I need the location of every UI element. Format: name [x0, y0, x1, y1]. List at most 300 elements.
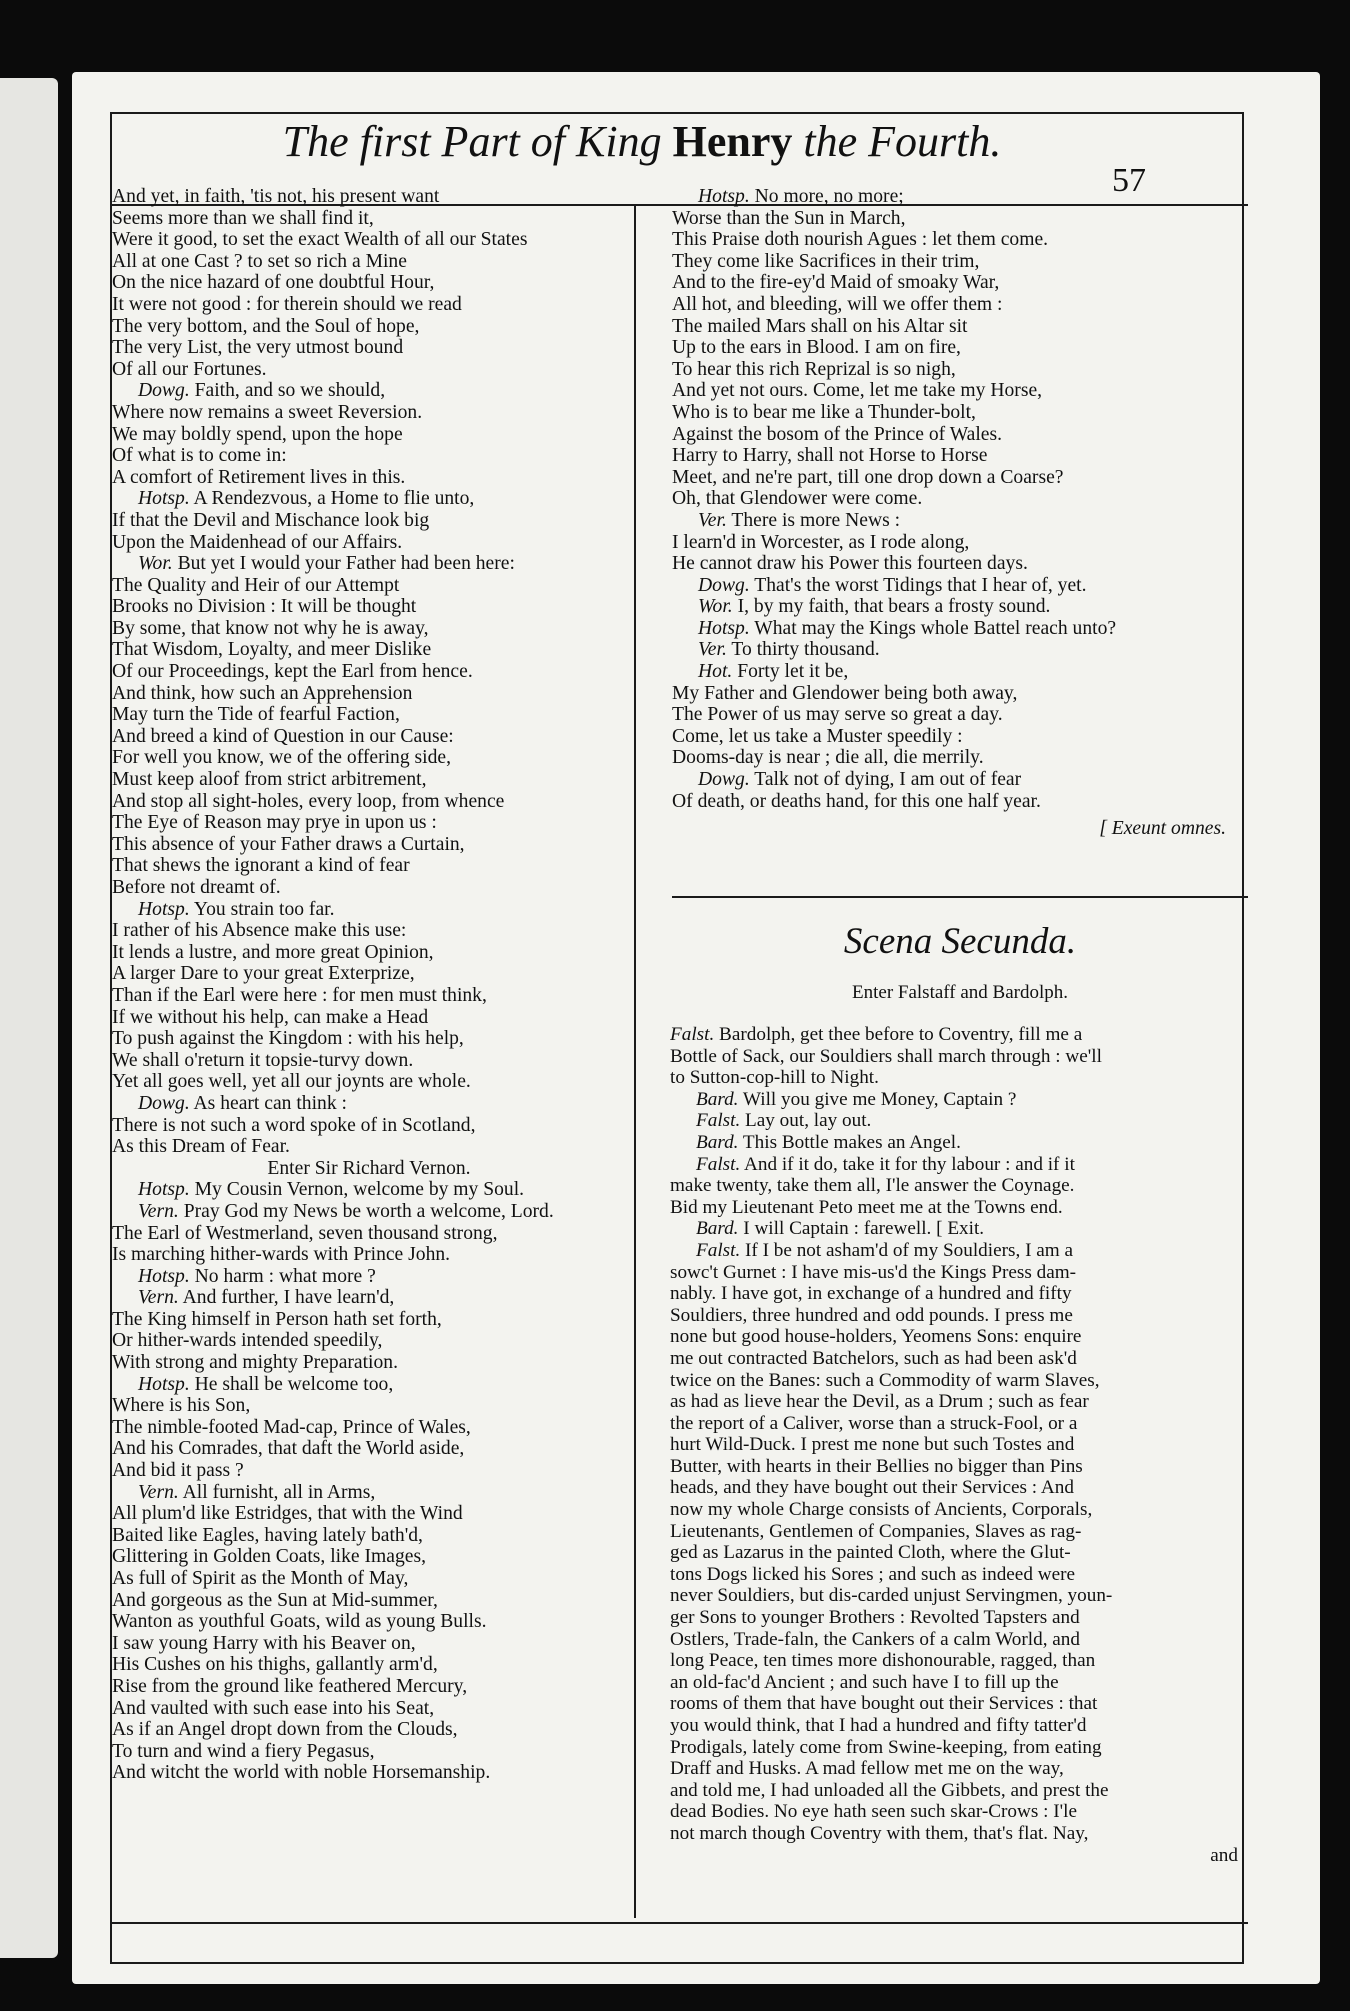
text-line	[112, 272, 626, 294]
text-line	[112, 1525, 626, 1547]
speaker-name: Hotsp.	[138, 1265, 190, 1287]
text-line	[672, 316, 1232, 338]
text-line	[672, 791, 1232, 813]
line-text: And witcht the world with noble Horsemanship.	[112, 1762, 491, 1784]
text-line	[670, 1823, 1238, 1845]
line-text: Come, let us take a Muster speedily :	[672, 725, 963, 747]
text-line	[670, 1715, 1238, 1737]
speaker-name: Dowg.	[698, 574, 750, 596]
text-line	[112, 337, 626, 359]
speaker-name: Bard.	[696, 1218, 739, 1240]
text-line	[112, 1460, 626, 1482]
exeunt-direction	[672, 818, 1232, 840]
line-text: Bid my Lieutenant Peto meet me at the Towns end.	[670, 1196, 1063, 1218]
line-text: The Eye of Reason may prye in upon us :	[112, 812, 437, 834]
speaker-name: Vern.	[138, 1200, 179, 1222]
line-text: dead Bodies. No eye hath seen such skar-Crows : I'le	[670, 1801, 1077, 1823]
speaker-name: Falst.	[696, 1239, 741, 1261]
text-line	[112, 791, 626, 813]
text-line	[112, 229, 626, 251]
text-line	[112, 1028, 626, 1050]
line-text: My Cousin Vernon, welcome by my Soul.	[189, 1179, 525, 1201]
line-text: My Father and Glendower being both away,	[672, 682, 1018, 704]
text-line	[112, 553, 626, 575]
line-text: As if an Angel dropt down from the Clouds,	[112, 1719, 458, 1741]
line-text: Bardolph, get thee before to Coventry, fill me a	[714, 1024, 1083, 1045]
line-text: tons Dogs licked his Sores ; and such as indeed were	[670, 1563, 1075, 1585]
line-text: We may boldly spend, upon the hope	[112, 423, 403, 445]
speaker-name: Falst.	[670, 1024, 715, 1045]
right-column-verse	[672, 186, 1232, 812]
text-line	[672, 272, 1232, 294]
line-text: Glittering in Golden Coats, like Images,	[112, 1546, 426, 1568]
text-line	[112, 1611, 626, 1633]
text-line	[672, 208, 1232, 230]
line-text: twice on the Banes: such a Commodity of warm Slaves,	[670, 1369, 1100, 1391]
line-text: This absence of your Father draws a Curtain,	[112, 833, 465, 855]
line-text: Talk not of dying, I am out of fear	[749, 769, 1022, 791]
text-line	[112, 251, 626, 273]
line-text: The Quality and Heir of our Attempt	[112, 574, 400, 596]
line-text: Rise from the ground like feathered Mercury,	[112, 1675, 468, 1697]
line-text: none but good house-holders, Yeomens Sons: enquire	[670, 1326, 1082, 1348]
line-text: The King himself in Person hath set forth,	[112, 1308, 442, 1330]
text-line	[672, 380, 1232, 402]
speaker-name: Hotsp.	[698, 617, 750, 639]
line-text: Against the bosom of the Prince of Wales.	[672, 423, 1003, 445]
text-line	[670, 1477, 1238, 1499]
text-line	[112, 1762, 626, 1784]
scene-entry: Enter Falstaff and Bardolph.	[852, 982, 1068, 1003]
text-line	[670, 1845, 1238, 1867]
line-text: Dooms-day is near ; die all, die merrily.	[672, 747, 984, 769]
speaker-name: Dowg.	[138, 380, 190, 402]
line-text: But yet I would your Father had been here:	[172, 553, 515, 575]
text-line	[112, 467, 626, 489]
speaker-name: Hotsp.	[138, 1179, 190, 1201]
title-roman-part: Henry	[672, 117, 793, 166]
text-line	[112, 1201, 626, 1223]
text-line	[670, 1650, 1238, 1672]
book-page	[72, 72, 1320, 1984]
text-line	[112, 532, 626, 554]
text-line	[112, 618, 626, 640]
text-line	[672, 337, 1232, 359]
line-text: This Bottle makes an Angel.	[738, 1131, 961, 1153]
text-line	[112, 1050, 626, 1072]
column-divider	[634, 206, 636, 1918]
line-text: Souldiers, three hundred and odd pounds. I press me	[670, 1304, 1073, 1326]
line-text: Of death, or deaths hand, for this one half year.	[672, 790, 1041, 812]
text-line	[670, 1348, 1238, 1370]
text-line	[672, 683, 1232, 705]
line-text: To push against the Kingdom : with his help,	[112, 1028, 464, 1050]
line-text: Bottle of Sack, our Souldiers shall march through : we'll	[670, 1045, 1102, 1067]
speaker-name: Hot.	[698, 661, 733, 683]
line-text: ger Sons to younger Brothers : Revolted Tapsters and	[670, 1607, 1080, 1629]
text-line	[670, 1024, 1238, 1046]
text-line	[112, 1676, 626, 1698]
line-text: Where is his Son,	[112, 1395, 251, 1417]
line-text: The nimble-footed Mad-cap, Prince of Wales,	[112, 1416, 471, 1438]
line-text: Wanton as youthful Goats, wild as young Bulls.	[112, 1611, 487, 1633]
text-line	[112, 1223, 626, 1245]
text-line	[670, 1564, 1238, 1586]
line-text: And his Comrades, that daft the World aside,	[112, 1438, 465, 1460]
text-line	[112, 726, 626, 748]
line-text: Meet, and ne're part, till one drop down a Coarse?	[672, 466, 1064, 488]
line-text: For well you know, we of the offering side,	[112, 747, 452, 769]
title-italic-part: The first Part of King	[282, 117, 662, 166]
text-line	[112, 639, 626, 661]
text-line	[112, 920, 626, 942]
text-line	[112, 1158, 626, 1180]
text-line	[112, 1438, 626, 1460]
line-text: If we without his help, can make a Head	[112, 1006, 429, 1028]
line-text: We shall o'return it topsie-turvy down.	[112, 1049, 414, 1071]
speaker-name: Vern.	[138, 1481, 179, 1503]
text-line	[112, 596, 626, 618]
line-text: And to the fire-ey'd Maid of smoaky War,	[672, 272, 1000, 294]
text-line	[672, 532, 1232, 554]
text-line	[112, 294, 626, 316]
text-line	[670, 1132, 1238, 1154]
text-line	[112, 1352, 626, 1374]
speaker-name: Wor.	[138, 553, 173, 575]
text-line	[112, 1179, 626, 1201]
text-line	[672, 769, 1232, 791]
line-text: rooms of them that have bought out their Services : that	[670, 1693, 1098, 1715]
line-text: To turn and wind a fiery Pegasus,	[112, 1740, 375, 1762]
line-text: you would think, that I had a hundred and fifty tatter'd	[670, 1715, 1087, 1736]
speaker-name: Vern.	[138, 1287, 179, 1309]
scene-rule	[672, 896, 1248, 898]
text-line	[670, 1391, 1238, 1413]
line-text: And stop all sight-holes, every loop, from whence	[112, 790, 505, 812]
line-text: That shews the ignorant a kind of fear	[112, 855, 410, 877]
text-line	[672, 402, 1232, 424]
line-text: May turn the Tide of fearful Faction,	[112, 704, 400, 726]
line-text: ged as Lazarus in the painted Cloth, where the Glut-	[670, 1542, 1071, 1564]
speaker-name: Bard.	[696, 1088, 739, 1110]
text-line	[112, 855, 626, 877]
text-line	[112, 812, 626, 834]
text-line	[112, 1007, 626, 1029]
speaker-name: Hotsp.	[138, 488, 190, 510]
text-line	[112, 1698, 626, 1720]
text-line	[670, 1326, 1238, 1348]
line-text: The very List, the very utmost bound	[112, 337, 404, 359]
line-text: Prodigals, lately come from Swine-keeping, from eating	[670, 1736, 1102, 1758]
text-line	[672, 639, 1232, 661]
text-line	[672, 294, 1232, 316]
line-text: to Sutton-cop-hill to Night.	[670, 1067, 879, 1089]
line-text: I, by my faith, that bears a frosty sound.	[732, 596, 1051, 618]
text-line	[670, 1197, 1238, 1219]
line-text: Oh, that Glendower were come.	[672, 488, 923, 510]
line-text: By some, that know not why he is away,	[112, 617, 429, 639]
line-text: To thirty thousand.	[726, 639, 880, 661]
line-text: No harm : what more ?	[189, 1265, 376, 1287]
text-line	[112, 899, 626, 921]
text-line	[112, 488, 626, 510]
line-text: and	[1210, 1844, 1238, 1866]
text-line	[112, 208, 626, 230]
text-line	[670, 1305, 1238, 1327]
text-line	[670, 1521, 1238, 1543]
text-line	[670, 1046, 1238, 1068]
line-text: Where now remains a sweet Reversion.	[112, 401, 423, 423]
line-text: never Souldiers, but dis-carded unjust Servingmen, youn-	[670, 1585, 1113, 1607]
text-line	[670, 1607, 1238, 1629]
line-text: Enter Sir Richard Vernon.	[267, 1157, 471, 1179]
text-line	[112, 510, 626, 532]
previous-page-edge	[0, 78, 58, 1958]
text-line	[670, 1629, 1238, 1651]
line-text: Were it good, to set the exact Wealth of all our States	[112, 229, 528, 251]
text-line	[670, 1110, 1238, 1132]
text-line	[112, 834, 626, 856]
text-line	[670, 1154, 1238, 1176]
text-line	[112, 186, 626, 208]
text-line	[670, 1758, 1238, 1780]
text-line	[670, 1672, 1238, 1694]
text-line	[112, 1115, 626, 1137]
scene-title: Scena Secunda.	[843, 921, 1077, 962]
text-line	[112, 1244, 626, 1266]
line-text: Yet all goes well, yet all our joynts are whole.	[112, 1071, 471, 1093]
line-text: Harry to Harry, shall not Horse to Horse	[672, 445, 988, 467]
text-line	[112, 963, 626, 985]
title-italic-end: the Fourth.	[803, 117, 1002, 166]
text-line	[112, 1482, 626, 1504]
speaker-name: Hotsp.	[698, 186, 750, 207]
text-line	[670, 1780, 1238, 1802]
line-text: sowc't Gurnet : I have mis-us'd the Kings Press dam-	[670, 1261, 1077, 1283]
text-line	[672, 359, 1232, 381]
text-line	[112, 1568, 626, 1590]
exeunt-text: [ Exeunt omnes.	[1099, 818, 1226, 839]
line-text: His Cushes on his thighs, gallantly arm'd,	[112, 1654, 438, 1676]
line-text: Faith, and so we should,	[189, 380, 386, 402]
line-text: Ostlers, Trade-faln, the Cankers of a calm World, and	[670, 1628, 1080, 1650]
line-text: Of our Proceedings, kept the Earl from hence.	[112, 661, 473, 683]
text-line	[670, 1434, 1238, 1456]
line-text: With strong and mighty Preparation.	[112, 1352, 398, 1374]
line-text: A comfort of Retirement lives in this.	[112, 466, 406, 488]
line-text: This Praise doth nourish Agues : let them come.	[672, 229, 1049, 251]
line-text: Brooks no Division : It will be thought	[112, 596, 417, 618]
line-text: The very bottom, and the Soul of hope,	[112, 315, 420, 337]
line-text: Upon the Maidenhead of our Affairs.	[112, 531, 403, 553]
line-text: And vaulted with such ease into his Seat,	[112, 1697, 435, 1719]
text-line	[670, 1240, 1238, 1262]
text-line	[112, 1287, 626, 1309]
line-text: I will Captain : farewell. [ Exit.	[738, 1218, 985, 1240]
line-text: And breed a kind of Question in our Cause:	[112, 725, 454, 747]
line-text: There is more News :	[726, 509, 901, 531]
line-text: long Peace, ten times more dishonourable, ragged, than	[670, 1650, 1096, 1672]
bottom-rule	[112, 1922, 1248, 1924]
line-text: All hot, and bleeding, will we offer them :	[672, 293, 1003, 315]
line-text: If I be not asham'd of my Souldiers, I am a	[740, 1239, 1074, 1261]
text-line	[112, 1654, 626, 1676]
text-line	[672, 553, 1232, 575]
text-line	[670, 1693, 1238, 1715]
line-text: And further, I have learn'd,	[178, 1287, 395, 1309]
speaker-name: Hotsp.	[138, 1373, 190, 1395]
text-line	[112, 704, 626, 726]
text-line	[112, 985, 626, 1007]
page-number: 57	[1112, 162, 1146, 199]
line-text: All at one Cast ? to set so rich a Mine	[112, 250, 407, 272]
line-text: To hear this rich Reprizal is so nigh,	[672, 358, 956, 380]
text-line	[112, 1266, 626, 1288]
line-text: That Wisdom, Loyalty, and meer Dislike	[112, 639, 432, 661]
line-text: the report of a Caliver, worse than a struck-Fool, or a	[670, 1412, 1078, 1434]
line-text: It lends a lustre, and more great Opinion,	[112, 941, 434, 963]
speaker-name: Falst.	[696, 1153, 741, 1175]
line-text: an old-fac'd Ancient ; and such have I to fill up the	[670, 1671, 1059, 1693]
line-text: not march though Coventry with them, that's flat. Nay,	[670, 1822, 1089, 1844]
text-line	[112, 424, 626, 446]
text-line	[670, 1218, 1238, 1240]
text-line	[672, 575, 1232, 597]
line-text: As full of Spirit as the Month of May,	[112, 1568, 409, 1589]
speaker-name: Dowg.	[698, 769, 750, 791]
text-line	[670, 1801, 1238, 1823]
text-line	[672, 747, 1232, 769]
speaker-name: Falst.	[696, 1110, 741, 1132]
line-text: Than if the Earl were here : for men must think,	[112, 984, 487, 1006]
text-line	[672, 618, 1232, 640]
text-line	[672, 467, 1232, 489]
line-text: If that the Devil and Mischance look big	[112, 509, 430, 531]
line-text: That's the worst Tidings that I hear of, yet.	[749, 574, 1087, 596]
speaker-name: Bard.	[696, 1131, 739, 1153]
line-text: Draff and Husks. A mad fellow met me on the way,	[670, 1758, 1064, 1780]
line-text: It were not good : for therein should we read	[112, 293, 462, 315]
text-line	[112, 1071, 626, 1093]
line-text: Is marching hither-wards with Prince John.	[112, 1244, 451, 1266]
line-text: Or hither-wards intended speedily,	[112, 1330, 383, 1352]
text-line	[672, 661, 1232, 683]
speaker-name: Hotsp.	[138, 898, 190, 920]
line-text: And yet not ours. Come, let me take my Horse,	[672, 380, 1043, 402]
line-text: Of all our Fortunes.	[112, 358, 267, 380]
line-text: He shall be welcome too,	[189, 1373, 394, 1395]
line-text: Lieutenants, Gentlemen of Companies, Slaves as rag-	[670, 1520, 1082, 1542]
line-text: What may the Kings whole Battel reach unto?	[749, 617, 1117, 639]
text-line	[670, 1067, 1238, 1089]
line-text: I saw young Harry with his Beaver on,	[112, 1632, 416, 1654]
line-text: nably. I have got, in exchange of a hundred and fifty	[670, 1283, 1072, 1305]
text-line	[672, 488, 1232, 510]
text-line	[672, 596, 1232, 618]
left-column-text	[112, 186, 626, 1784]
text-line	[670, 1456, 1238, 1478]
text-line	[112, 575, 626, 597]
text-line	[112, 380, 626, 402]
line-text: All furnisht, all in Arms,	[178, 1481, 376, 1503]
text-line	[670, 1542, 1238, 1564]
text-line	[112, 877, 626, 899]
text-line	[112, 769, 626, 791]
text-line	[112, 747, 626, 769]
text-line	[672, 251, 1232, 273]
line-text: heads, and they have bought out their Services : And	[670, 1477, 1074, 1499]
line-text: Must keep aloof from strict arbitrement,	[112, 769, 427, 791]
line-text: The mailed Mars shall on his Altar sit	[672, 315, 968, 337]
line-text: I rather of his Absence make this use:	[112, 920, 407, 942]
text-line	[112, 402, 626, 424]
line-text: and told me, I had unloaded all the Gibbets, and prest the	[670, 1779, 1109, 1801]
line-text: There is not such a word spoke of in Scotland,	[112, 1114, 476, 1136]
line-text: The Power of us may serve so great a day.	[672, 704, 1003, 726]
line-text: A Rendezvous, a Home to flie unto,	[189, 488, 475, 510]
speaker-name: Dowg.	[138, 1092, 190, 1114]
text-line	[112, 1330, 626, 1352]
line-text: now my whole Charge consists of Ancients, Corporals,	[670, 1499, 1093, 1521]
line-text: He cannot draw his Power this fourteen days.	[672, 553, 1028, 575]
line-text: The Earl of Westmerland, seven thousand strong,	[112, 1222, 498, 1244]
line-text: Pray God my News be worth a welcome, Lord.	[178, 1200, 554, 1222]
text-line	[672, 186, 1232, 208]
text-line	[112, 1741, 626, 1763]
text-line	[670, 1283, 1238, 1305]
running-title	[192, 116, 1092, 167]
text-line	[670, 1089, 1238, 1111]
text-line	[112, 1719, 626, 1741]
text-line	[112, 1374, 626, 1396]
line-text: Worse than the Sun in March,	[672, 207, 906, 229]
line-text: Baited like Eagles, having lately bath'd,	[112, 1524, 423, 1546]
text-line	[112, 1395, 626, 1417]
text-line	[112, 1417, 626, 1439]
line-text: me out contracted Batchelors, such as had been ask'd	[670, 1347, 1077, 1369]
text-line	[670, 1413, 1238, 1435]
line-text: As heart can think :	[189, 1092, 347, 1114]
text-line	[112, 359, 626, 381]
line-text: As this Dream of Fear.	[112, 1136, 290, 1158]
line-text: And if it do, take it for thy labour : and if it	[740, 1153, 1075, 1175]
line-text: Seems more than we shall find it,	[112, 207, 374, 229]
line-text: And gorgeous as the Sun at Mid-summer,	[112, 1589, 438, 1611]
text-line	[672, 704, 1232, 726]
line-text: No more, no more;	[749, 186, 904, 207]
text-line	[670, 1175, 1238, 1197]
line-text: A larger Dare to your great Exterprize,	[112, 963, 415, 985]
text-line	[112, 1093, 626, 1115]
text-line	[672, 510, 1232, 532]
line-text: I learn'd in Worcester, as I rode along,	[672, 531, 970, 553]
line-text: make twenty, take them all, I'le answer the Coynage.	[670, 1175, 1075, 1197]
line-text: hurt Wild-Duck. I prest me none but such Tostes and	[670, 1434, 1075, 1456]
right-column-prose	[670, 1024, 1238, 1866]
speaker-name: Ver.	[698, 509, 727, 531]
text-line	[112, 1136, 626, 1158]
speaker-name: Ver.	[698, 639, 727, 661]
line-text: Before not dreamt of.	[112, 877, 281, 898]
line-text: Will you give me Money, Captain ?	[738, 1088, 1017, 1110]
text-line	[112, 1309, 626, 1331]
text-line	[112, 942, 626, 964]
line-text: And bid it pass ?	[112, 1460, 244, 1482]
line-text: Who is to bear me like a Thunder-bolt,	[672, 401, 976, 423]
text-line	[112, 1546, 626, 1568]
text-line	[112, 661, 626, 683]
text-line	[670, 1262, 1238, 1284]
